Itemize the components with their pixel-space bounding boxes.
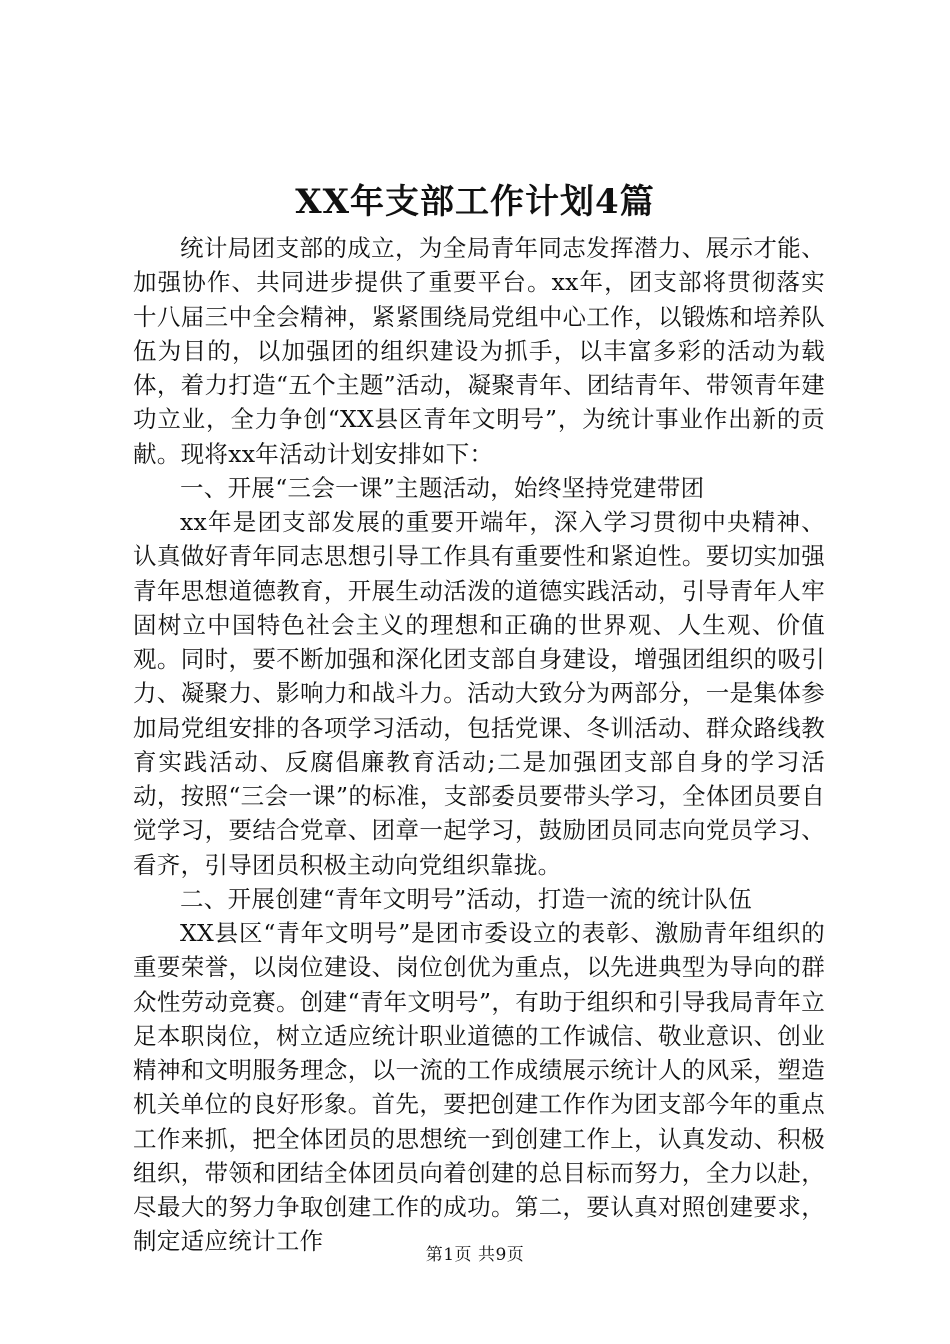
document-body	[133, 231, 825, 1259]
paragraph-intro: 统计局团支部的成立，为全局青年同志发挥潜力、展示才能、加强协作、共同进步提供了重要平台。xx年，团支部将贯彻落实十八届三中全会精神，紧紧围绕局党组中心工作，以锻炼和培养队伍为目的，以加强团的组织建设为抓手，以丰富多彩的活动为载体，着力打造“五个主题”活动，凝聚青年、团结青年、带领青年建功立业，全力争创“XX县区青年文明号”，为统计事业作出新的贡献。现将xx年活动计划安排如下：	[133, 234, 825, 468]
paragraph-section-1: xx年是团支部发展的重要开端年，深入学习贯彻中央精神、认真做好青年同志思想引导工作具有重要性和紧迫性。要切实加强青年思想道德教育，开展生动活泼的道德实践活动，引导青年人牢固树立中国特色社会主义的理想和正确的世界观、人生观、价值观。同时，要不断加强和深化团支部自身建设，增强团组织的吸引力、凝聚力、影响力和战斗力。活动大致分为两部分，一是集体参加局党组安排的各项学习活动，包括党课、冬训活动、群众路线教育实践活动、反腐倡廉教育活动;二是加强团支部自身的学习活动，按照“三会一课”的标准，支部委员要带头学习，全体团员要自觉学习，要结合党章、团章一起学习，鼓励团员同志向党员学习、看齐，引导团员积极主动向党组织靠拢。	[133, 508, 825, 879]
page-number-footer: 第1页 共9页	[425, 1245, 525, 1265]
section-heading-1: 一、开展“三会一课”主题活动，始终坚持党建带团	[180, 473, 705, 502]
document-title: XX年支部工作计划4篇	[295, 182, 655, 222]
paragraph-section-2: XX县区“青年文明号”是团市委设立的表彰、激励青年组织的重要荣誉，以岗位建设、岗位创优为重点，以先进典型为导向的群众性劳动竞赛。创建“青年文明号”，有助于组织和引导我局青年立足本职岗位，树立适应统计职业道德的工作诚信、敬业意识、创业精神和文明服务理念，以一流的工作成绩展示统计人的风采，塑造机关单位的良好形象。首先，要把创建工作作为团支部今年的重点工作来抓，把全体团员的思想统一到创建工作上，认真发动、积极组织，带领和团结全体团员向着创建的总目标而努力，全力以赴，尽最大的努力争取创建工作的成功。第二，要认真对照创建要求，制定适应统计工作	[133, 919, 825, 1256]
section-heading-2: 二、开展创建“青年文明号”活动，打造一流的统计队伍	[180, 884, 753, 913]
